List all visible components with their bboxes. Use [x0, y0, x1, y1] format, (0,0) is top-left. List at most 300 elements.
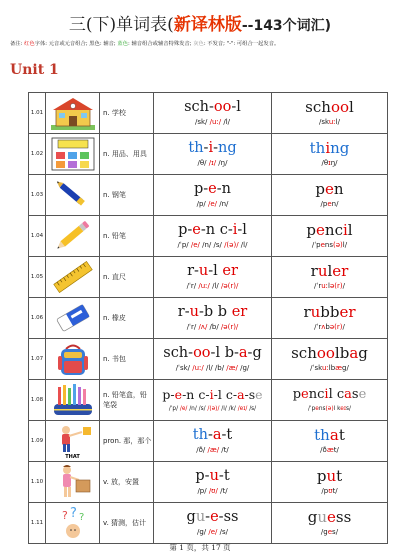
- letter-segment: r: [303, 303, 311, 321]
- letter-segment: /: [342, 282, 345, 290]
- syllable-cell: [154, 134, 272, 175]
- letter-segment: e: [210, 509, 219, 525]
- letter-segment: /p/: [197, 487, 209, 495]
- letter-segment: /(ə)/: [224, 241, 239, 249]
- letter-segment: /n/ /s/: [187, 406, 208, 412]
- svg-text:?: ?: [61, 509, 68, 522]
- word-cell: [272, 216, 388, 257]
- letter-segment: e: [326, 508, 336, 526]
- letter-segment: æ: [335, 364, 343, 372]
- table-row: [29, 134, 388, 175]
- letter-segment: /g/: [196, 528, 209, 536]
- letter-segment: l: [327, 262, 333, 280]
- letter-segment: /uː/: [209, 118, 222, 126]
- syllable-breakdown: [154, 508, 271, 527]
- letter-segment: th: [309, 139, 326, 157]
- word-cell: [272, 298, 388, 339]
- letter-segment: -: [233, 345, 239, 361]
- letter-segment: /ˈp/: [168, 406, 180, 412]
- letter-segment: /ð/: [196, 446, 208, 454]
- phonetic-breakdown: [154, 281, 271, 292]
- letter-segment: -: [188, 345, 194, 361]
- letter-segment: -: [213, 140, 218, 156]
- table-row: [29, 175, 388, 216]
- letter-segment: u: [209, 468, 219, 484]
- word-phonetic: [272, 240, 387, 251]
- part-of-speech: n. 学校: [100, 93, 154, 134]
- part-of-speech: n. 直尺: [100, 257, 154, 298]
- part-of-speech: n. 铅笔盒，铅笔袋: [100, 380, 154, 421]
- letter-segment: c: [198, 387, 206, 402]
- letter-segment: ŋ/: [330, 159, 338, 167]
- letter-segment: a: [349, 344, 359, 362]
- letter-segment: /p: [320, 200, 328, 208]
- thing-cards-icon: [46, 134, 100, 175]
- letter-segment: /ˈsk/: [175, 364, 193, 372]
- that-pointing-icon: [46, 421, 100, 462]
- letter-segment: ə(r): [329, 323, 343, 331]
- letter-segment: /p/: [196, 200, 208, 208]
- letter-segment: -: [247, 345, 253, 361]
- letter-segment: /g: [320, 528, 328, 536]
- letter-segment: /æ/: [207, 446, 220, 454]
- letter-segment: u: [317, 508, 327, 526]
- letter-segment: /(ə)/: [207, 406, 220, 412]
- letter-segment: sch: [305, 98, 331, 116]
- letter-segment: -: [203, 181, 209, 197]
- letter-segment: sch: [163, 345, 189, 361]
- vocabulary-table: [28, 92, 388, 544]
- letter-segment: l: [242, 222, 247, 238]
- phonetic-breakdown: [154, 199, 271, 210]
- syllable-breakdown: [154, 221, 271, 240]
- letter-segment: bb: [320, 303, 340, 321]
- letter-segment: er: [231, 304, 248, 320]
- schoolbag-icon: [46, 339, 100, 380]
- letter-segment: e: [255, 387, 263, 402]
- eraser-icon: [46, 298, 100, 339]
- pen-icon: [46, 175, 100, 216]
- letter-segment: l: [217, 387, 222, 402]
- letter-segment: /e/: [179, 406, 188, 412]
- letter-segment: t/: [332, 487, 338, 495]
- letter-segment: p: [195, 468, 205, 484]
- letter-segment: p: [193, 181, 204, 197]
- svg-text:?: ?: [69, 506, 77, 521]
- letter-segment: s/: [332, 528, 339, 536]
- letter-segment: r: [187, 263, 194, 279]
- icon-caption: THAT: [65, 453, 80, 460]
- word-phonetic: [272, 363, 387, 374]
- pencil-case-icon: [46, 380, 100, 421]
- letter-segment: /ŋ/: [216, 159, 228, 167]
- letter-segment: ng: [218, 140, 237, 156]
- word-phonetic: [272, 445, 387, 456]
- letter-segment: uː: [328, 118, 336, 126]
- english-word: [272, 467, 387, 486]
- letter-segment: e: [315, 406, 319, 412]
- letter-segment: -: [182, 387, 187, 402]
- letter-segment: nc: [324, 221, 343, 239]
- letter-segment: u: [326, 467, 337, 485]
- letter-segment: s: [351, 387, 359, 402]
- english-word: [272, 508, 387, 527]
- letter-segment: /ˈr/: [186, 282, 199, 290]
- letter-segment: b: [325, 323, 330, 331]
- letter-segment: er: [339, 303, 356, 321]
- letter-segment: /uː/: [192, 364, 204, 372]
- letter-segment: /ˈr/: [186, 323, 199, 331]
- letter-segment: ʊ: [328, 487, 333, 495]
- letter-segment: u: [198, 263, 209, 279]
- letter-segment: i: [342, 221, 348, 239]
- english-word: [272, 303, 387, 322]
- letter-segment: ng: [330, 139, 350, 157]
- title-prefix: 三(下)单词表(: [68, 15, 174, 35]
- letter-segment: /ˈr: [314, 282, 322, 290]
- letter-segment: b: [224, 345, 234, 361]
- letter-segment: t/: [333, 446, 339, 454]
- letter-segment: p: [292, 387, 302, 402]
- english-word: [272, 385, 387, 404]
- word-phonetic: [272, 486, 387, 497]
- letter-segment: oo: [330, 98, 349, 116]
- syllable-breakdown: [154, 467, 271, 486]
- english-word: [272, 180, 387, 199]
- word-number: 1.06: [29, 298, 46, 339]
- letter-segment: e: [192, 222, 201, 238]
- letter-segment: -: [207, 427, 213, 443]
- english-word: [272, 221, 387, 240]
- part-of-speech: v. 猜测，估计: [100, 503, 154, 544]
- letter-segment: eɪ: [340, 406, 346, 412]
- letter-segment: e: [325, 180, 334, 198]
- letter-segment: n/: [331, 200, 339, 208]
- letter-segment: l: [236, 99, 241, 115]
- word-cell: [272, 339, 388, 380]
- syllable-cell: [154, 298, 272, 339]
- letter-segment: e: [174, 387, 183, 402]
- letter-segment: g/: [342, 364, 349, 372]
- letter-segment: e: [301, 387, 309, 402]
- word-number: 1.05: [29, 257, 46, 298]
- pencil-icon: [46, 216, 100, 257]
- letter-segment: /p: [321, 487, 329, 495]
- letter-segment: uː: [321, 282, 328, 290]
- letter-segment: /g/: [237, 364, 250, 372]
- letter-segment: (ə): [325, 406, 334, 412]
- letter-segment: -: [203, 140, 209, 156]
- syllable-breakdown: [154, 139, 271, 158]
- letter-segment: -: [205, 509, 211, 525]
- syllable-breakdown: [154, 303, 271, 322]
- english-word: [272, 98, 387, 117]
- table-row: [29, 298, 388, 339]
- phonetic-breakdown: [154, 527, 271, 538]
- letter-segment: g: [252, 345, 262, 361]
- word-number: 1.03: [29, 175, 46, 216]
- letter-segment: ə(r): [329, 282, 343, 290]
- word-cell: [272, 380, 388, 421]
- legend-text: : 辅音组合或辅音特殊发音;: [128, 41, 194, 47]
- guess-question-icon: [46, 503, 100, 544]
- syllable-cell: [154, 175, 272, 216]
- part-of-speech: n. 钢笔: [100, 175, 154, 216]
- letter-segment: t: [223, 468, 230, 484]
- letter-segment: er: [222, 263, 238, 279]
- letter-segment: -: [218, 468, 224, 484]
- letter-segment: s: [248, 387, 256, 402]
- title-highlight: 新译林版: [173, 15, 242, 35]
- word-phonetic: [272, 199, 387, 210]
- letter-segment: ss: [223, 509, 239, 525]
- syllable-cell: [154, 339, 272, 380]
- letter-segment: a: [212, 427, 222, 443]
- syllable-cell: [154, 503, 272, 544]
- letter-segment: l: [349, 98, 354, 116]
- legend-text: 字体: 元音或元音组合; 黑色: 辅音;: [34, 41, 118, 47]
- letter-segment: p: [316, 467, 327, 485]
- letter-segment: -: [194, 263, 199, 279]
- letter-segment: lb: [328, 364, 336, 372]
- syllable-cell: [154, 216, 272, 257]
- word-phonetic: [272, 158, 387, 169]
- letter-segment: e: [320, 241, 325, 249]
- letter-segment: -: [232, 387, 238, 402]
- letter-segment: /ˈp: [308, 406, 316, 412]
- letter-segment: -: [227, 222, 233, 238]
- letter-segment: a: [237, 387, 245, 402]
- phonetic-breakdown: [154, 117, 271, 128]
- legend-blue: 蓝色: [117, 41, 129, 47]
- letter-segment: i: [325, 139, 331, 157]
- letter-segment: -: [244, 387, 249, 402]
- phonetic-breakdown: [154, 240, 271, 251]
- letter-segment: -: [204, 468, 210, 484]
- letter-segment: /l/: [238, 241, 248, 249]
- letter-segment: l c: [328, 387, 345, 402]
- letter-segment: g: [307, 508, 318, 526]
- letter-segment: e: [327, 200, 332, 208]
- color-legend: [10, 40, 394, 48]
- letter-segment: ɪ: [328, 159, 331, 167]
- letter-segment: /t/: [219, 446, 229, 454]
- letter-segment: /ð: [320, 446, 327, 454]
- letter-segment: oo: [213, 99, 232, 115]
- word-phonetic: [272, 322, 387, 333]
- syllable-breakdown: [154, 98, 271, 117]
- letter-segment: a: [238, 345, 248, 361]
- letter-segment: n: [221, 181, 232, 197]
- letter-segment: -: [218, 509, 224, 525]
- letter-segment: l k: [333, 406, 341, 412]
- put-box-icon: [46, 462, 100, 503]
- english-word: [272, 426, 387, 445]
- letter-segment: /sk/: [194, 118, 210, 126]
- ruler-icon: [46, 257, 100, 298]
- letter-segment: -: [237, 222, 243, 238]
- table-row: [29, 216, 388, 257]
- legend-red: 红色: [24, 41, 35, 47]
- letter-segment: -: [213, 387, 218, 402]
- letter-segment: /l/ /k/: [219, 406, 238, 412]
- part-of-speech: n. 书包: [100, 339, 154, 380]
- letter-segment: /l/: [209, 282, 221, 290]
- letter-segment: /l/ /b/: [203, 364, 227, 372]
- word-cell: [272, 257, 388, 298]
- letter-segment: /æ/: [226, 364, 238, 372]
- phonetic-breakdown: [154, 486, 271, 497]
- letter-segment: /e/: [208, 528, 218, 536]
- letter-segment: -: [208, 99, 214, 115]
- table-row: [29, 503, 388, 544]
- word-number: 1.04: [29, 216, 46, 257]
- word-cell: [272, 503, 388, 544]
- school-icon: [46, 93, 100, 134]
- syllable-cell: [154, 93, 272, 134]
- letter-segment: n: [186, 387, 195, 402]
- letter-segment: -: [216, 181, 222, 197]
- letter-segment: /s/: [247, 406, 257, 412]
- letter-segment: /ˈsk: [310, 364, 322, 372]
- letter-segment: b: [217, 304, 228, 320]
- phonetic-breakdown: [154, 322, 271, 333]
- table-row: [29, 462, 388, 503]
- letter-segment: -: [208, 263, 214, 279]
- letter-segment: u: [189, 304, 199, 320]
- table-row: [29, 380, 388, 421]
- letter-segment: /ə(r)/: [220, 323, 239, 331]
- letter-segment: p: [178, 222, 188, 238]
- table-row: [29, 421, 388, 462]
- letter-segment: /eɪ/: [237, 406, 248, 412]
- word-cell: [272, 421, 388, 462]
- letter-segment: /θ: [321, 159, 329, 167]
- letter-segment: er: [332, 262, 349, 280]
- word-cell: [272, 175, 388, 216]
- letter-segment: l: [328, 282, 330, 290]
- table-row: [29, 257, 388, 298]
- part-of-speech: n. 用品、用具: [100, 134, 154, 175]
- letter-segment: p: [162, 387, 171, 402]
- letter-segment: lb: [334, 344, 350, 362]
- legend-gray: 灰色: [193, 41, 204, 47]
- unit-heading: Unit 1: [10, 62, 59, 78]
- letter-segment: c: [225, 387, 233, 402]
- letter-segment: t: [338, 426, 345, 444]
- letter-segment: æ: [326, 446, 334, 454]
- word-cell: [272, 93, 388, 134]
- syllable-breakdown: [154, 426, 271, 445]
- letter-segment: /ʊ/: [208, 487, 218, 495]
- letter-segment: /ˈr: [314, 323, 322, 331]
- letter-segment: l: [347, 221, 353, 239]
- part-of-speech: pron. 那，那个: [100, 421, 154, 462]
- letter-segment: /uː/: [198, 282, 210, 290]
- word-phonetic: [272, 117, 387, 128]
- english-word: [272, 262, 387, 281]
- letter-segment: uː: [321, 364, 329, 372]
- letter-segment: -: [221, 427, 227, 443]
- letter-segment: ns: [318, 406, 326, 412]
- english-word: [272, 139, 387, 158]
- letter-segment: -: [187, 222, 193, 238]
- letter-segment: /ˈp/: [177, 241, 191, 249]
- phonetic-breakdown: [154, 404, 271, 415]
- letter-segment: r: [177, 304, 185, 320]
- letter-segment: (ə): [333, 241, 343, 249]
- syllable-breakdown: [154, 344, 271, 363]
- page-title: [0, 10, 400, 35]
- letter-segment: nc: [308, 387, 325, 402]
- letter-segment: -: [170, 387, 175, 402]
- word-number: 1.01: [29, 93, 46, 134]
- svg-text:?: ?: [78, 512, 84, 523]
- letter-segment: l/: [342, 241, 348, 249]
- letter-segment: /e/: [207, 200, 218, 208]
- word-number: 1.08: [29, 380, 46, 421]
- letter-segment: e: [208, 181, 217, 197]
- letter-segment: -: [198, 304, 204, 320]
- letter-segment: sch: [184, 99, 209, 115]
- word-number: 1.09: [29, 421, 46, 462]
- word-number: 1.10: [29, 462, 46, 503]
- letter-segment: r: [310, 262, 318, 280]
- letter-segment: t: [336, 467, 343, 485]
- letter-segment: /ɪ/: [208, 159, 217, 167]
- word-number: 1.07: [29, 339, 46, 380]
- word-number: 1.11: [29, 503, 46, 544]
- letter-segment: -: [231, 99, 237, 115]
- word-phonetic: [272, 281, 387, 292]
- word-phonetic: [272, 527, 387, 538]
- phonetic-breakdown: [154, 363, 271, 374]
- letter-segment: /l/: [221, 118, 231, 126]
- legend-text: 备注:: [10, 41, 25, 47]
- letter-segment: th: [188, 140, 204, 156]
- letter-segment: /sk: [319, 118, 329, 126]
- legend-text: : 不发音; "-": 可组合一起发音。: [203, 41, 280, 47]
- letter-segment: i: [209, 387, 214, 402]
- title-suffix: --143个词汇): [241, 18, 332, 34]
- english-word: [272, 344, 387, 363]
- letter-segment: u: [317, 262, 328, 280]
- letter-segment: n: [205, 222, 216, 238]
- letter-segment: e: [358, 387, 367, 402]
- letter-segment: s/: [345, 406, 351, 412]
- letter-segment: a: [344, 387, 352, 402]
- syllable-breakdown: [154, 180, 271, 199]
- letter-segment: u: [310, 303, 321, 321]
- part-of-speech: n. 铅笔: [100, 216, 154, 257]
- letter-segment: -: [205, 387, 210, 402]
- letter-segment: /ʌ/: [198, 323, 208, 331]
- part-of-speech: v. 放，安置: [100, 462, 154, 503]
- letter-segment: -: [200, 222, 206, 238]
- letter-segment: /ə(r)/: [221, 282, 239, 290]
- letter-segment: /b/: [207, 323, 221, 331]
- letter-segment: g: [186, 509, 196, 525]
- page-footer: 第 1 页，共 17 页: [169, 543, 231, 552]
- letter-segment: /ˈp: [311, 241, 321, 249]
- letter-segment: i: [232, 222, 238, 238]
- letter-segment: /θ/: [197, 159, 209, 167]
- letter-segment: l: [215, 345, 221, 361]
- letter-segment: p: [306, 221, 317, 239]
- letter-segment: /e/: [190, 241, 200, 249]
- letter-segment: -: [184, 304, 190, 320]
- word-phonetic: [272, 404, 387, 415]
